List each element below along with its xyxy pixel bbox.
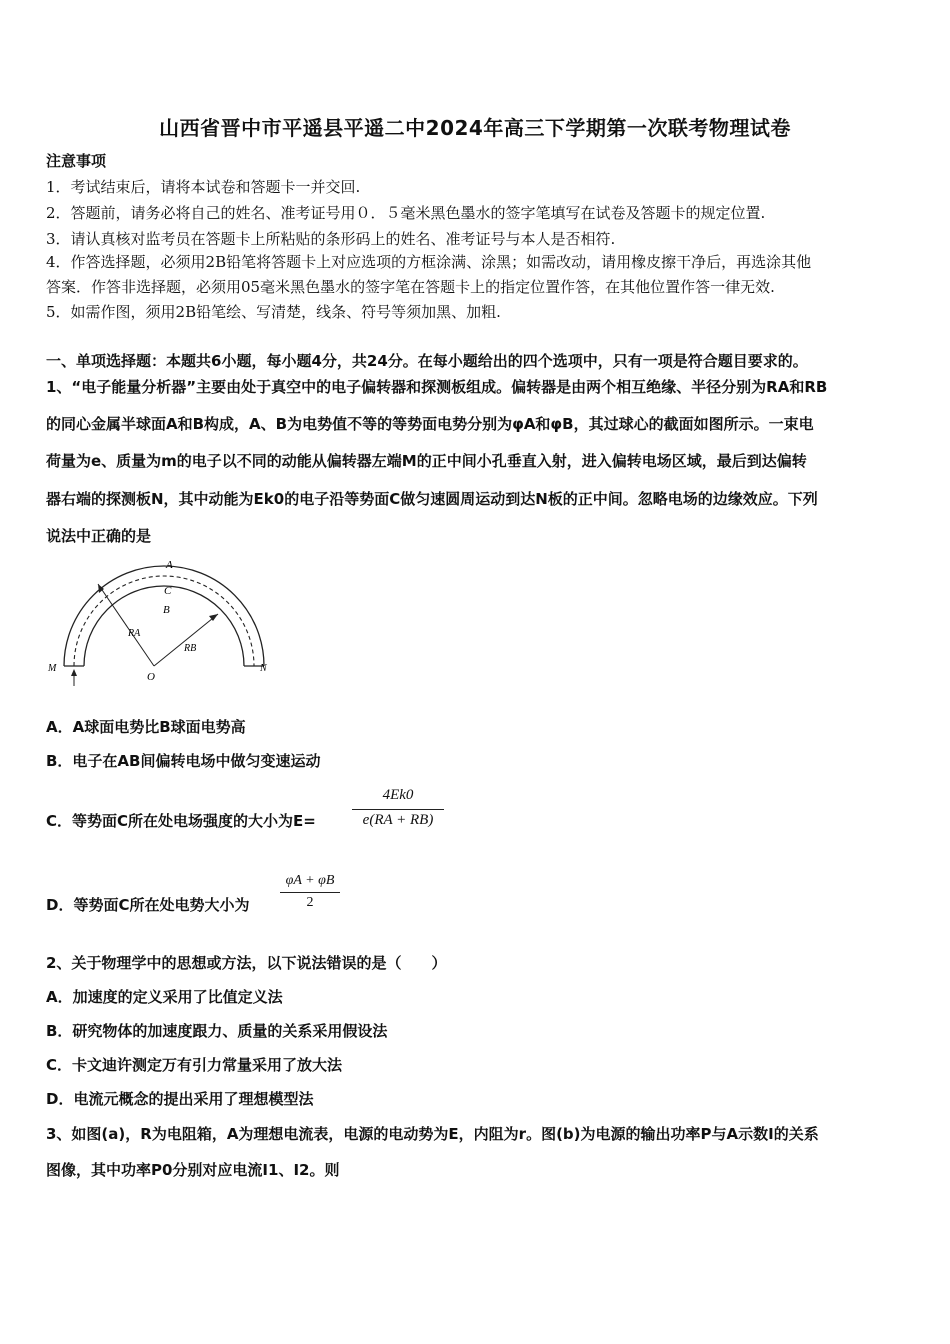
q2-option: B．研究物体的加速度跟力、质量的关系采用假设法 [46,1022,388,1040]
formula-c-bar [352,809,444,810]
question-3-line: 图像，其中功率P0分别对应电流I1、I2。则 [46,1161,340,1179]
formula-d-bar [280,892,340,893]
q1-option-b: B．电子在AB间偏转电场中做匀变速运动 [46,752,321,770]
formula-c-numerator: 4Ek0 [382,787,414,803]
label-O: O [147,671,155,683]
formula-d-denominator: 2 [306,895,314,910]
question-1-line: 的同心金属半球面A和B构成，A、B为电势值不等的等势面电势分别为φA和φB，其过球心的截面如图所示。一束电 [46,415,814,433]
label-RA: RA [128,628,141,639]
label-N: N [260,663,267,674]
deflector-diagram [46,556,282,692]
page-title: 山西省晋中市平遥县平遥二中2024年高三下学期第一次联考物理试卷 [159,116,791,140]
notice-item: 1．考试结束后，请将本试卷和答题卡一并交回. [46,178,361,196]
notice-heading: 注意事项 [46,152,107,170]
question-1-line: 器右端的探测板N，其中动能为Ek0的电子沿等势面C做匀速圆周运动到达N板的正中间。忽略电场的边缘效应。下列 [46,490,818,508]
section-heading: 一、单项选择题：本题共6小题，每小题4分，共24分。在每小题给出的四个选项中，只有一项是符合题目要求的。 [46,352,808,370]
label-RB: RB [184,643,197,654]
label-M: M [48,663,57,674]
formula-c-denominator: e(RA + RB) [362,812,434,828]
q1-option-d: D．等势面C所在处电势大小为 [46,896,250,914]
question-2-stem: 2、关于物理学中的思想或方法，以下说法错误的是（ ） [46,954,447,972]
question-1-line: 说法中正确的是 [46,527,152,545]
q2-option: A．加速度的定义采用了比值定义法 [46,988,283,1006]
question-3-line: 3、如图(a)，R为电阻箱，A为理想电流表，电源的电动势为E，内阻为r。图(b)为电源的输出功率P与A示数I的关系 [46,1125,819,1143]
notice-item: 答案．作答非选择题，必须用05毫米黑色墨水的签字笔在答题卡上的指定位置作答，在其他位置作答一律无效. [46,278,775,296]
notice-item: 5．如需作图，须用2B铅笔绘、写清楚，线条、符号等须加黑、加粗. [46,303,501,321]
formula-d-numerator: φA + φB [285,873,335,888]
q1-option-c: C．等势面C所在处电场强度的大小为E= [46,812,316,830]
q1-option-a: A．A球面电势比B球面电势高 [46,718,246,736]
question-1-line: 1、“电子能量分析器”主要由处于真空中的电子偏转器和探测板组成。偏转器是由两个相互绝缘、半径分别为RA和RB [46,378,828,396]
notice-item: 3．请认真核对监考员在答题卡上所粘贴的条形码上的姓名、准考证号与本人是否相符. [46,230,616,248]
question-1-line: 荷量为e、质量为m的电子以不同的动能从偏转器左端M的正中间小孔垂直入射，进入偏转电场区域，最后到达偏转 [46,452,807,470]
label-B: B [163,604,170,616]
label-C: C [164,585,172,597]
q2-option: D．电流元概念的提出采用了理想模型法 [46,1090,314,1108]
notice-item: 2．答题前，请务必将自己的姓名、准考证号用０．５毫米黑色墨水的签字笔填写在试卷及答题卡的规定位置. [46,204,766,222]
q2-option: C．卡文迪许测定万有引力常量采用了放大法 [46,1056,343,1074]
label-A: A [166,559,173,571]
notice-item: 4．作答选择题，必须用2B铅笔将答题卡上对应选项的方框涂满、涂黑；如需改动，请用橡皮擦干净后，再选涂其他 [46,253,812,271]
